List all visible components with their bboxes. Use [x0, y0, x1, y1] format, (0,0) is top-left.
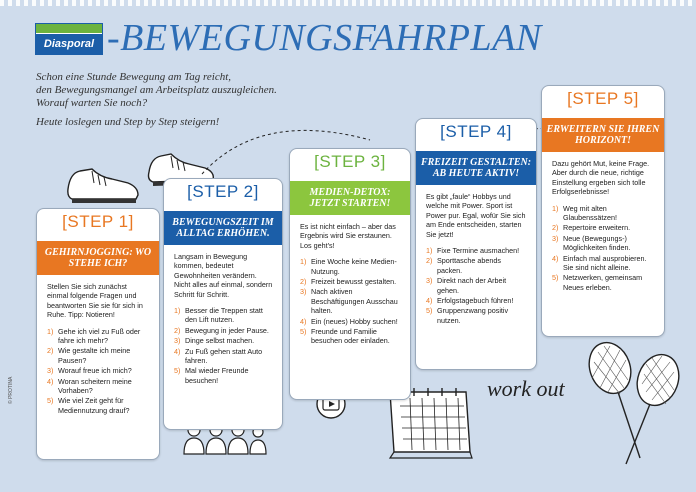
list-item: 1) Weg mit alten Glaubenssätzen!: [552, 203, 617, 223]
list-item: 5) Mal wieder Freunde besuchen!: [174, 366, 249, 385]
intro-line-1: Schon eine Stunde Bewegung am Tag reicht,: [36, 71, 232, 83]
list-item: 4) Erfolgstagebuch führen!: [426, 296, 514, 306]
list-item: 2) Wie gestalte ich meine Pausen?: [47, 346, 131, 365]
list-item: 4) Einfach mal ausprobieren. Sie sind nicht alleine.: [552, 253, 647, 273]
step-label: [STEP 2]: [187, 182, 259, 201]
step-intro: Es gibt „faule“ Hobbys und welche mit Power. Sport ist Power pur. Egal, wofür Sie sich am Ende entscheiden, starten Sie jetzt!: [426, 192, 526, 239]
step-card-3: [289, 148, 411, 400]
list-item: 1) Eine Woche keine Medien-Nutzung.: [300, 257, 397, 276]
list-item: 5) Gruppenzwang positiv nutzen.: [426, 306, 509, 325]
step-label: [STEP 3]: [314, 152, 386, 171]
sneaker-icon: [64, 163, 142, 205]
step-banner: GEHIRNJOGGING: WO STEHE ICH?: [37, 241, 159, 275]
step-label: [STEP 5]: [567, 89, 639, 108]
step-card-4: [415, 118, 537, 370]
step-intro: Langsam in Bewegung kommen, bedeutet Gewohnheiten verändern. Nicht alles auf einmal, sondern Schritt für Schritt.: [174, 252, 273, 299]
list-item: 3) Nach aktiven Beschäftigungen Ausschau halten.: [300, 287, 398, 316]
brand-logo: [35, 23, 103, 55]
step-banner: FREIZEIT GESTALTEN: AB HEUTE AKTIV!: [416, 151, 536, 185]
list-item: 5) Wie viel Zeit geht für Mediennutzung drauf?: [47, 396, 130, 415]
list-item: 3) Direkt nach der Arbeit gehen.: [426, 276, 507, 295]
calendar-binding: [0, 0, 696, 6]
list-item: 5) Netzwerken, gemeinsam Neues erleben.: [552, 273, 643, 292]
intro-cta: Heute loslegen und Step by Step steigern!: [36, 116, 220, 128]
step-card-2: [163, 178, 283, 430]
logo-text: Diasporal: [36, 34, 102, 54]
list-item: 1) Besser die Treppen statt den Lift nutzen.: [174, 306, 263, 325]
page-title: -BEWEGUNGSFAHRPLAN: [107, 17, 542, 59]
step-banner: ERWEITERN SIE IHREN HORIZONT!: [542, 118, 664, 152]
list-item: 4) Ein (neues) Hobby suchen!: [300, 316, 398, 326]
intro-line-3: Worauf warten Sie noch?: [36, 97, 148, 109]
step-card-1: [36, 208, 160, 460]
list-item: 5) Freunde und Familie besuchen oder einladen.: [300, 327, 390, 346]
step-label: [STEP 4]: [440, 122, 512, 141]
list-item: 4) Zu Fuß gehen statt Auto fahren.: [174, 346, 263, 366]
list-item: 3) Neue (Bewegungs-) Möglichkeiten finden.: [552, 233, 631, 253]
copyright-credit: © PROTINA: [8, 376, 14, 404]
step-label: [STEP 1]: [62, 212, 134, 231]
list-item: 1) Gehe ich viel zu Fuß oder fahre ich mehr?: [47, 326, 141, 346]
workout-lettering: work out: [487, 376, 565, 401]
list-item: 2) Freizeit bewusst gestalten.: [300, 277, 397, 287]
list-item: 3) Worauf freue ich mich?: [47, 366, 132, 376]
step-intro: Stellen Sie sich zunächst einmal folgende Fragen und beantworten Sie sie für sich in Ruhe. Tipp: Notieren!: [47, 282, 143, 320]
step-banner: BEWEGUNGSZEIT IM ALLTAG ERHÖHEN.: [164, 211, 282, 245]
step-intro: Dazu gehört Mut, keine Frage. Aber durch die neue, richtige Einstellung ergeben sich tolle Erfolgserlebnisse!: [552, 159, 650, 197]
step-card-5: [541, 85, 665, 337]
list-item: 2) Sporttasche abends packen.: [426, 256, 501, 275]
intro-line-2: den Bewegungsmangel am Arbeitsplatz auszugleichen.: [36, 84, 277, 96]
list-item: 2) Bewegung in jeder Pause.: [174, 325, 269, 335]
list-item: 2) Repertoire erweitern.: [552, 223, 631, 233]
step-banner: MEDIEN-DETOX: JETZT STARTEN!: [290, 181, 410, 215]
tennis-racket-icon: [580, 340, 690, 470]
list-item: 3) Dinge selbst machen.: [174, 336, 255, 346]
step-intro: Es ist nicht einfach – aber das Ergebnis wird Sie erstaunen. Los geht's!: [300, 222, 396, 250]
list-item: 1) Fixe Termine ausmachen!: [426, 246, 520, 256]
list-item: 4) Woran scheitern meine Vorhaben?: [47, 376, 132, 396]
